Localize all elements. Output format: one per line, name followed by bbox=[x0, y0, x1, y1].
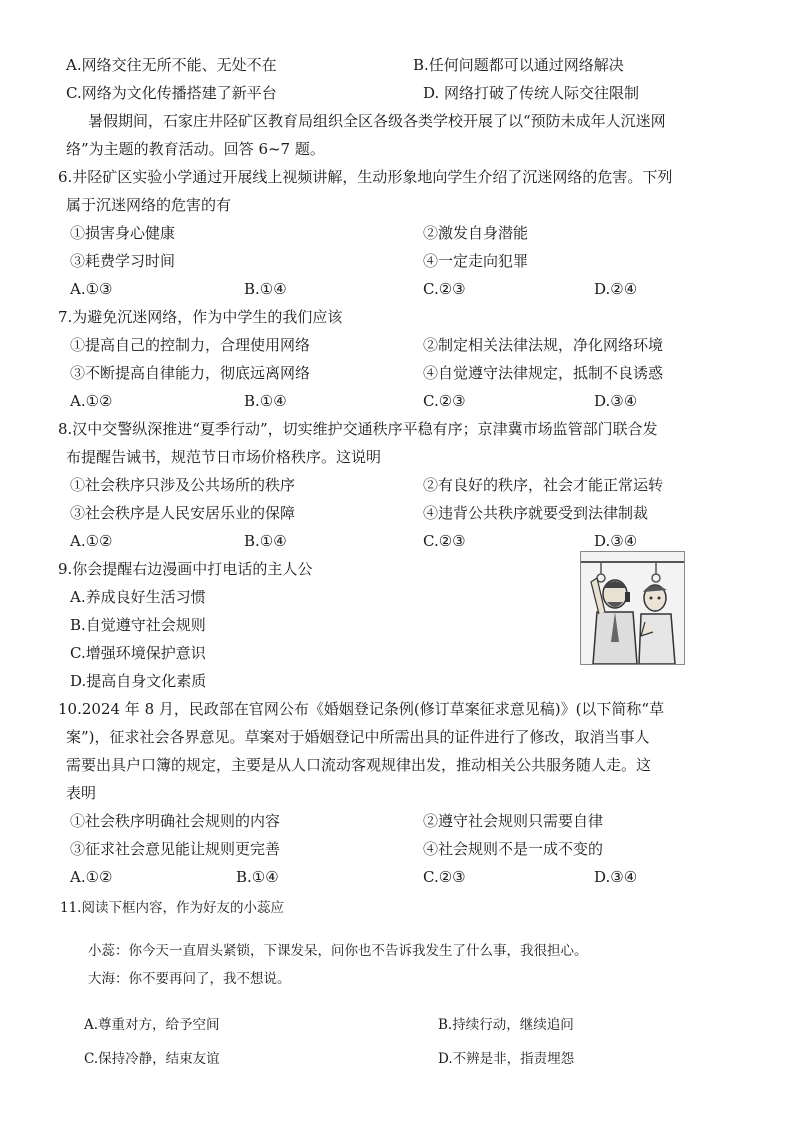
q7-statement-3: ③不断提高自律能力，彻底远离网络 bbox=[70, 364, 311, 382]
q8-option-a: A.①② bbox=[70, 532, 113, 550]
q6-stem-2: 属于沉迷网络的危害的有 bbox=[66, 196, 232, 214]
q6-statement-2: ②激发自身潜能 bbox=[423, 224, 529, 242]
q10-statement-1: ①社会秩序明确社会规则的内容 bbox=[70, 812, 281, 830]
q8-statement-2: ②有良好的秩序，社会才能正常运转 bbox=[423, 476, 664, 494]
comic-illustration bbox=[580, 551, 685, 665]
q7-option-b: B.①④ bbox=[244, 392, 287, 410]
q6-option-d: D.②④ bbox=[594, 280, 638, 298]
q6-option-a: A.①③ bbox=[70, 280, 113, 298]
q6-statement-4: ④一定走向犯罪 bbox=[423, 252, 529, 270]
q6-option-b: B.①④ bbox=[244, 280, 287, 298]
q11-dialog-line-2: 大海：你不要再问了，我不想说。 bbox=[88, 971, 291, 987]
q10-stem-1: 10.2024 年 8 月，民政部在官网公布《婚姻登记条例(修订草案征求意见稿)》(以下简称“草 bbox=[58, 700, 665, 718]
q7-statement-4: ④自觉遵守法律规定，抵制不良诱惑 bbox=[423, 364, 664, 382]
q11-option-c: C.保持冷静，结束友谊 bbox=[84, 1051, 220, 1067]
q11-option-a: A.尊重对方，给予空间 bbox=[84, 1017, 220, 1033]
q10-option-b: B.①④ bbox=[236, 868, 279, 886]
intro-line-1: 暑假期间，石家庄井陉矿区教育局组织全区各级各类学校开展了以“预防未成年人沉迷网 bbox=[88, 112, 666, 130]
intro-line-2: 络”为主题的教育活动。回答 6~7 题。 bbox=[66, 140, 325, 158]
q8-statement-1: ①社会秩序只涉及公共场所的秩序 bbox=[70, 476, 296, 494]
q7-statement-2: ②制定相关法律法规，净化网络环境 bbox=[423, 336, 664, 354]
q7-statement-1: ①提高自己的控制力，合理使用网络 bbox=[70, 336, 311, 354]
q11-option-d: D.不辨是非，指责埋怨 bbox=[438, 1051, 575, 1067]
q8-option-b: B.①④ bbox=[244, 532, 287, 550]
q10-statement-3: ③征求社会意见能让规则更完善 bbox=[70, 840, 281, 858]
q6-option-c: C.②③ bbox=[423, 280, 466, 298]
q8-statement-4: ④违背公共秩序就要受到法律制裁 bbox=[423, 504, 649, 522]
q6-stem-1: 6.井陉矿区实验小学通过开展线上视频讲解，生动形象地向学生介绍了沉迷网络的危害。下列 bbox=[58, 168, 673, 186]
q10-statement-4: ④社会规则不是一成不变的 bbox=[423, 840, 604, 858]
q9-option-d: D.提高自身文化素质 bbox=[70, 672, 207, 690]
q7-option-d: D.③④ bbox=[594, 392, 638, 410]
q10-stem-2: 案”)，征求社会各界意见。草案对于婚姻登记中所需出具的证件进行了修改，取消当事人 bbox=[66, 728, 650, 746]
q10-option-a: A.①② bbox=[70, 868, 113, 886]
q9-option-c: C.增强环境保护意识 bbox=[70, 644, 206, 662]
q10-option-d: D.③④ bbox=[594, 868, 638, 886]
comic-drawing bbox=[581, 552, 684, 664]
q11-stem: 11.阅读下框内容，作为好友的小蕊应 bbox=[60, 900, 284, 916]
q6-statement-3: ③耗费学习时间 bbox=[70, 252, 176, 270]
q7-stem: 7.为避免沉迷网络，作为中学生的我们应该 bbox=[58, 308, 343, 326]
q8-stem-2: 布提醒告诫书，规范节日市场价格秩序。这说明 bbox=[66, 448, 382, 466]
q6-statement-1: ①损害身心健康 bbox=[70, 224, 176, 242]
q11-dialog-line-1: 小蕊：你今天一直眉头紧锁，下课发呆，问你也不告诉我发生了什么事，我很担心。 bbox=[88, 943, 588, 959]
q5-option-c: C.网络为文化传播搭建了新平台 bbox=[66, 84, 277, 102]
q8-option-c: C.②③ bbox=[423, 532, 466, 550]
q10-stem-4: 表明 bbox=[66, 784, 97, 802]
q5-option-a: A.网络交往无所不能、无处不在 bbox=[66, 56, 277, 74]
q8-option-d: D.③④ bbox=[594, 532, 638, 550]
q10-option-c: C.②③ bbox=[423, 868, 466, 886]
q5-option-b: B.任何问题都可以通过网络解决 bbox=[413, 56, 624, 74]
q5-option-d: D. 网络打破了传统人际交往限制 bbox=[423, 84, 640, 102]
q9-option-b: B.自觉遵守社会规则 bbox=[70, 616, 206, 634]
q9-stem: 9.你会提醒右边漫画中打电话的主人公 bbox=[58, 560, 313, 578]
q10-statement-2: ②遵守社会规则只需要自律 bbox=[423, 812, 604, 830]
q9-option-a: A.养成良好生活习惯 bbox=[70, 588, 206, 606]
q8-statement-3: ③社会秩序是人民安居乐业的保障 bbox=[70, 504, 296, 522]
q7-option-c: C.②③ bbox=[423, 392, 466, 410]
q7-option-a: A.①② bbox=[70, 392, 113, 410]
q8-stem-1: 8.汉中交警纵深推进“夏季行动”，切实维护交通秩序平稳有序；京津冀市场监管部门联合发 bbox=[58, 420, 658, 438]
q10-stem-3: 需要出具户口簿的规定，主要是从人口流动客观规律出发，推动相关公共服务随人走。这 bbox=[66, 756, 652, 774]
q11-option-b: B.持续行动，继续追问 bbox=[438, 1017, 574, 1033]
